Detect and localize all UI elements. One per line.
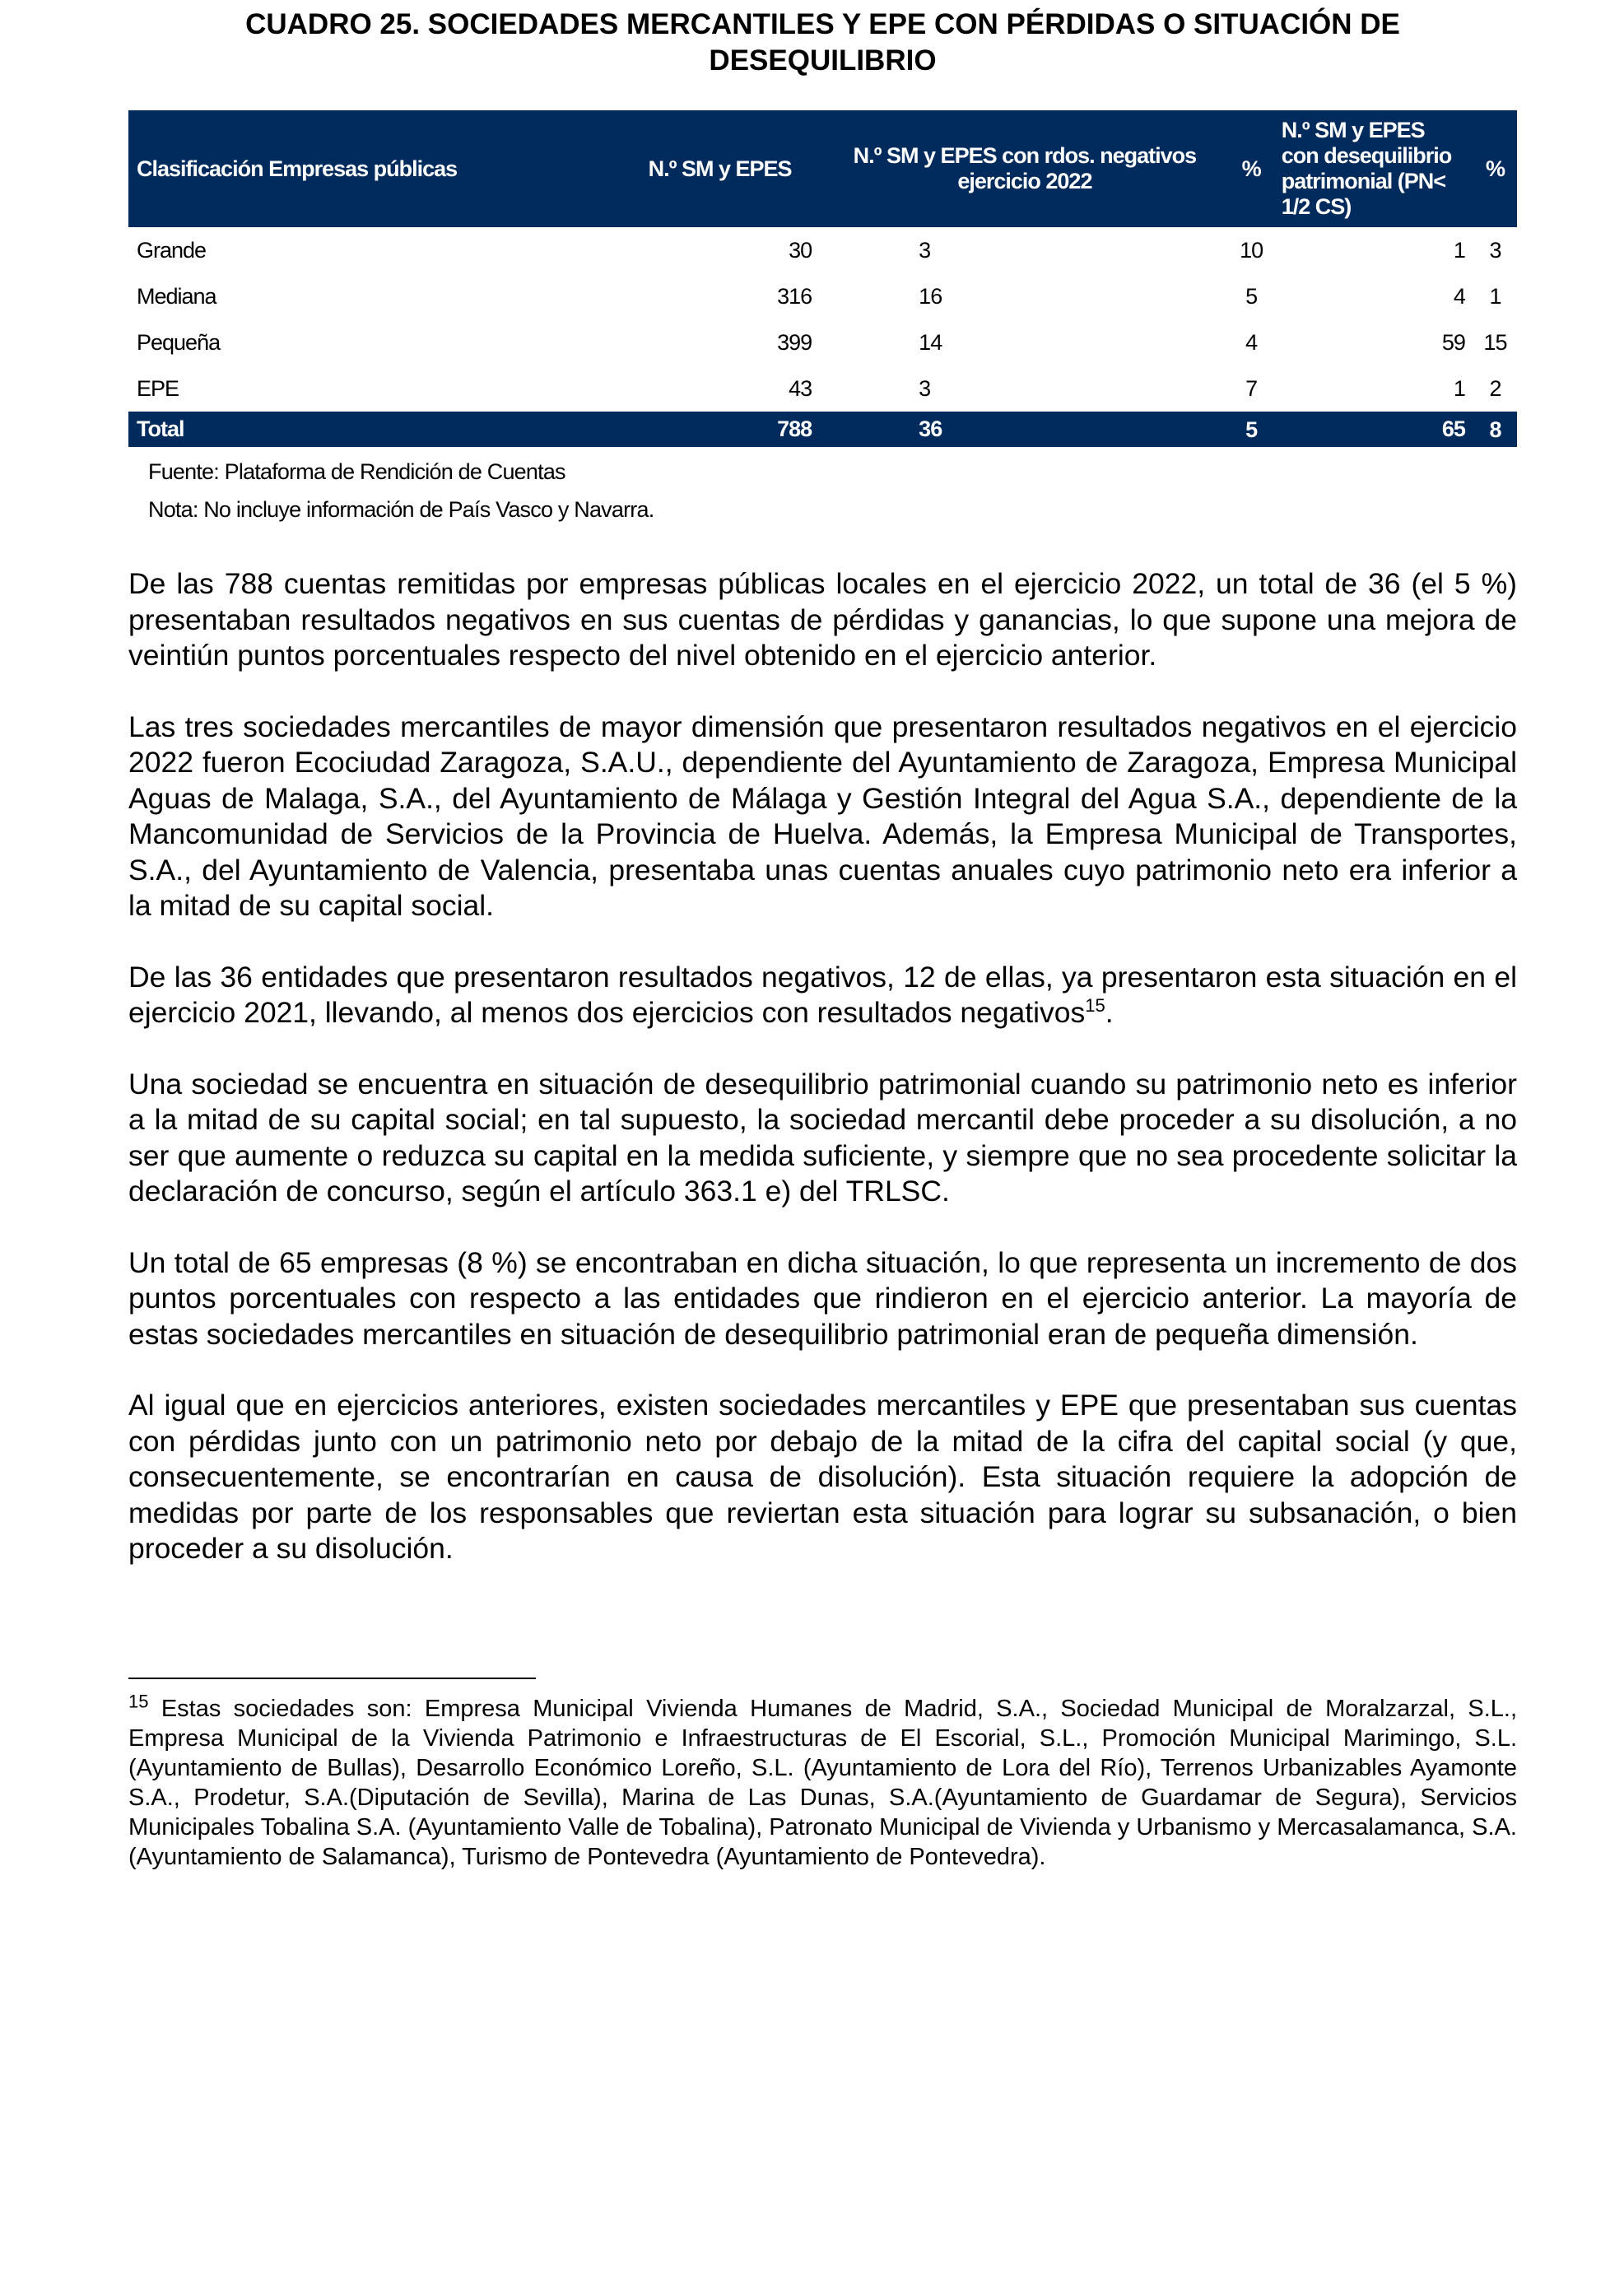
table-title: CUADRO 25. SOCIEDADES MERCANTILES Y EPE CON PÉRDIDAS O SITUACIÓN DE DESEQUILIBRIO — [245, 8, 1400, 77]
header-pct-imbalance: % — [1485, 156, 1505, 181]
header-classification: Clasificación Empresas públicas — [137, 156, 458, 181]
table-cell: 3 — [1489, 238, 1501, 263]
footnote-divider — [128, 1678, 536, 1679]
table-cell: Grande — [137, 237, 207, 263]
paragraph: De las 788 cuentas remitidas por empresas públicas locales en el ejercicio 2022, un total de 36 (el 5 %) presentaban resultados negativos en sus cuentas de pérdidas y ganancias, lo que supone una mejora de veintiún puntos porcentuales respecto del nivel obtenido en el ejercicio anterior. — [128, 567, 1517, 672]
losses-table — [128, 110, 1517, 447]
table-cell: 65 — [1441, 417, 1465, 441]
table-row — [128, 319, 1517, 365]
paragraph: Un total de 65 empresas (8 %) se encontraban en dicha situación, lo que representa un incremento de dos puntos porcentuales con respecto a las entidades que rindieron en el ejercicio anterior. La mayoría de estas sociedades mercantiles en situación de desequilibrio patrimonial eran de pequeña dimensión. — [128, 1245, 1517, 1351]
table-row — [128, 365, 1517, 412]
table-cell: Pequeña — [137, 329, 221, 355]
table-row — [128, 227, 1517, 273]
header-pct-negative: % — [1241, 156, 1261, 181]
table-row — [128, 273, 1517, 319]
table-cell: 4 — [1453, 283, 1465, 309]
table-cell: 14 — [919, 329, 942, 355]
table-cell: 4 — [1245, 330, 1258, 355]
header-imbalance: N.º SM y EPES con desequilibrio patrimonial (PN< 1/2 CS) — [1281, 118, 1452, 219]
table-cell: Total — [137, 417, 184, 441]
footnote-reference: 15 — [1085, 995, 1105, 1017]
table-cell: 59 — [1441, 329, 1465, 355]
table-row — [128, 412, 1517, 447]
table-cell: 43 — [789, 375, 812, 401]
header-negative-results: N.º SM y EPES con rdos. negativos ejercicio 2022 — [853, 143, 1197, 193]
paragraph: De las 36 entidades que presentaron resultados negativos, 12 de ellas, ya presentaron esta situación en el ejercicio 2021, llevando, al menos dos ejercicios con resultados negativos$^{15}$. — [128, 960, 1517, 1029]
table-cell: 10 — [1240, 238, 1263, 263]
table-cell: 7 — [1245, 376, 1258, 401]
table-cell: 3 — [919, 375, 931, 401]
header-count: N.º SM y EPES — [648, 156, 792, 181]
table-cell: 5 — [1245, 284, 1258, 309]
table-cell: 3 — [919, 237, 931, 263]
table-source: Fuente: Plataforma de Rendición de Cuentas — [148, 459, 565, 484]
table-cell: 30 — [789, 237, 812, 263]
table-cell: Mediana — [137, 283, 216, 309]
paragraph: Una sociedad se encuentra en situación de desequilibrio patrimonial cuando su patrimonio neto es inferior a la mitad de su capital social; en tal supuesto, la sociedad mercantil debe proceder a su disolución, a no ser que aumente o reduzca su capital en la medida suficiente, y siempre que no sea procedente solicitar la declaración de concurso, según el artículo 363.1 e) del TRLSC. — [128, 1067, 1517, 1208]
table-cell: EPE — [137, 375, 179, 401]
table-header-row — [128, 110, 1517, 227]
table-cell: 5 — [1245, 417, 1258, 442]
body-text — [128, 566, 1517, 1603]
paragraph: Al igual que en ejercicios anteriores, existen sociedades mercantiles y EPE que presentaban sus cuentas con pérdidas junto con un patrimonio neto por debajo de la mitad de la cifra del capital social (y que, consecuentemente, se encontrarían en causa de disolución). Esta situación requiere la adopción de medidas por parte de los responsables que reviertan esta situación para lograr su subsanación, o bien proceder a su disolución. — [128, 1389, 1517, 1565]
paragraph: Las tres sociedades mercantiles de mayor dimensión que presentaron resultados negativos en el ejercicio 2022 fueron Ecociudad Zaragoza, S.A.U., dependiente del Ayuntamiento de Zaragoza, Empresa Municipal Aguas de Malaga, S.A., del Ayuntamiento de Málaga y Gestión Integral del Agua S.A., dependiente de la Mancomunidad de Servicios de la Provincia de Huelva. Además, la Empresa Municipal de Transportes, S.A., del Ayuntamiento de Valencia, presentaba unas cuentas anuales cuyo patrimonio neto era inferior a la mitad de su capital social. — [128, 710, 1517, 922]
table-cell: 15 — [1483, 330, 1507, 355]
table-cell: 1 — [1453, 375, 1465, 401]
table-note: Nota: No incluye información de País Vasco y Navarra. — [148, 497, 654, 522]
table-cell: 1 — [1489, 284, 1501, 309]
footnote-mark: 15 — [128, 1691, 149, 1712]
table-cell: 1 — [1453, 237, 1465, 263]
table-cell: 316 — [777, 283, 812, 309]
table-cell: 399 — [777, 329, 812, 355]
footnote: $^{15}$ Estas sociedades son: Empresa Municipal Vivienda Humanes de Madrid, S.A., Sociedad Municipal de Moralzarzal, S.L., Empresa Municipal de la Vivienda Patrimonio e Infraestructuras de El Escorial, S.L., Promoción Municipal Marimingo, S.L. (Ayuntamiento de Bullas), Desarrollo Económico Loreño, S.L. (Ayuntamiento de Lora del Río), Terrenos Urbanizables Ayamonte S.A., Prodetur, S.A.(Diputación de Sevilla), Marina de Las Dunas, S.A.(Ayuntamiento de Guardamar de Segura), Servicios Municipales Tobalina S.A. (Ayuntamiento Valle de Tobalina), Patronato Municipal de Vivienda y Urbanismo y Mercasalamanca, S.A. (Ayuntamiento de Salamanca), Turismo de Pontevedra (Ayuntamiento de Pontevedra). — [128, 1691, 1517, 1870]
table-cell: 16 — [919, 283, 942, 309]
table-cell: 8 — [1489, 417, 1501, 442]
table-cell: 36 — [919, 417, 942, 441]
table-cell: 2 — [1489, 376, 1501, 401]
table-cell: 788 — [777, 417, 812, 441]
